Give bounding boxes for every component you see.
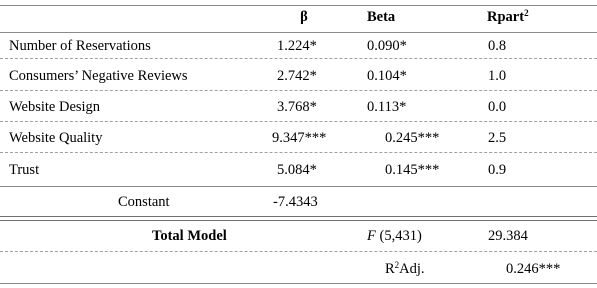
row-coef: 3.768* [277, 99, 317, 115]
header-bottom-rule [0, 32, 597, 33]
row-beta: 0.145*** [385, 162, 440, 178]
header-beta: Beta [367, 9, 396, 25]
row-beta: 0.090* [367, 38, 407, 54]
row-label: Number of Reservations [9, 38, 151, 54]
row-label: Trust [9, 162, 40, 178]
header-rpart-base: Rpart [487, 9, 525, 25]
row-divider [0, 58, 597, 59]
row-coef: 5.084* [277, 162, 317, 178]
header-rpart [487, 8, 529, 26]
header-coef: β [300, 9, 308, 25]
row-rpart: 0.8 [488, 38, 507, 54]
table-bottom-rule [0, 283, 597, 284]
row-beta: 0.245*** [385, 130, 440, 146]
r2-superscript: 2 [394, 260, 400, 271]
header-rpart-superscript: 2 [524, 8, 529, 19]
row-divider [0, 121, 597, 122]
adjusted-r2-label [385, 260, 425, 278]
total-model-divider [0, 251, 597, 252]
constant-label: Constant [118, 194, 170, 210]
constant-bottom-double-rule [0, 216, 597, 221]
row-divider [0, 152, 597, 153]
f-degrees-of-freedom: (5,431) [379, 228, 422, 244]
f-statistic-label [367, 227, 422, 245]
f-statistic-value: 29.384 [488, 228, 528, 244]
row-coef: 2.742* [277, 68, 317, 84]
top-rule [0, 5, 597, 6]
row-rpart: 1.0 [488, 68, 507, 84]
adjusted-r2-value: 0.246*** [506, 261, 561, 277]
row-label: Website Design [9, 99, 101, 115]
row-beta: 0.113* [367, 99, 407, 115]
row-coef: 9.347*** [272, 130, 327, 146]
row-label: Website Quality [9, 130, 103, 146]
row-rpart: 2.5 [488, 130, 507, 146]
f-symbol: F [367, 228, 376, 244]
row-divider [0, 90, 597, 91]
total-model-label: Total Model [152, 228, 227, 244]
rows-bottom-rule [0, 186, 597, 187]
row-rpart: 0.0 [488, 99, 507, 115]
row-beta: 0.104* [367, 68, 407, 84]
constant-value: -7.4343 [273, 194, 318, 210]
r2-suffix: Adj. [399, 261, 425, 277]
r2-base: R [385, 261, 395, 277]
row-coef: 1.224* [277, 38, 317, 54]
row-label: Consumers’ Negative Reviews [9, 68, 188, 84]
row-rpart: 0.9 [488, 162, 507, 178]
